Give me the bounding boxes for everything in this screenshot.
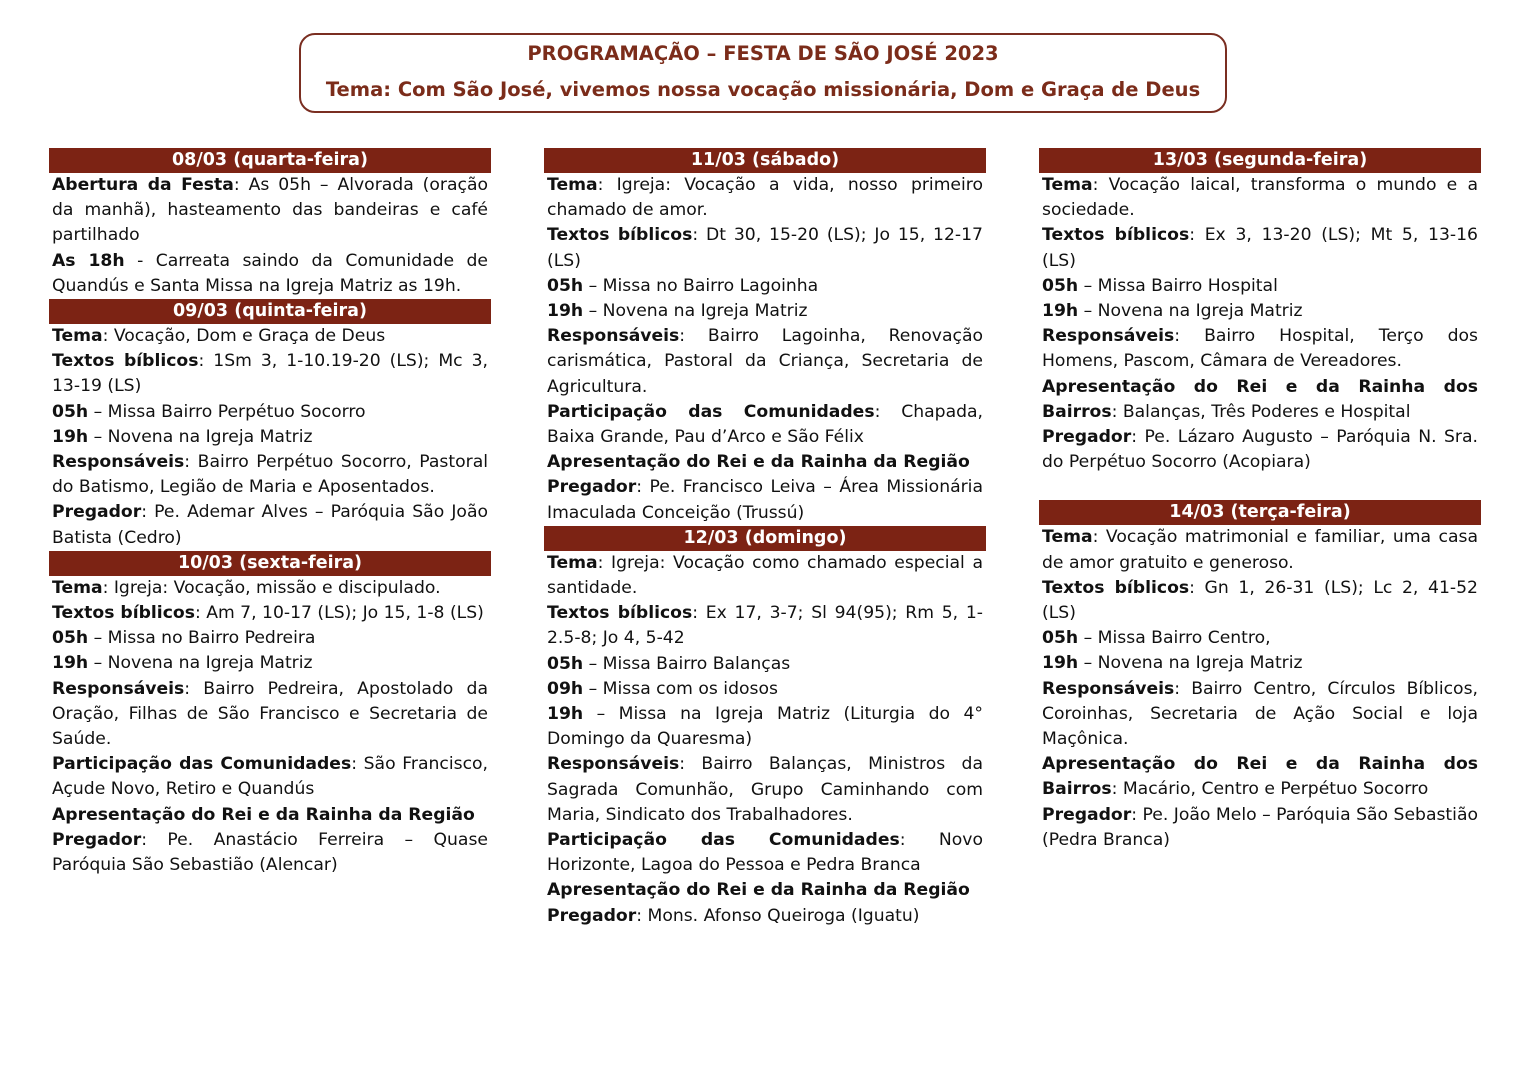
day-header: 11/03 (sábado)	[544, 148, 986, 173]
entry-label: Textos bíblicos	[547, 225, 693, 246]
bible-texts-entry	[1039, 576, 1481, 626]
entry-text: : Bairro Balanças, Ministros da Sagrada Comunhão, Grupo Caminhando com Maria, Sindicato dos Trabalhadores.	[547, 754, 983, 825]
entry-label: Participação das Comunidades	[547, 401, 875, 422]
entry-label: 19h	[52, 653, 89, 674]
responsible-entry	[544, 324, 986, 400]
entry-text: – Novena na Igreja Matriz	[1078, 653, 1303, 674]
schedule-19h-entry	[1039, 651, 1481, 676]
entry-label: 19h	[547, 301, 584, 322]
schedule-19h-entry	[544, 299, 986, 324]
day-header: 14/03 (terça-feira)	[1039, 500, 1481, 525]
bible-texts-entry	[49, 349, 491, 399]
entry-text: : Pe. João Melo – Paróquia São Sebastião (Pedra Branca)	[1042, 804, 1478, 850]
entry-label: Participação das Comunidades	[547, 830, 900, 851]
entry-label: 19h	[1042, 301, 1079, 322]
preacher-entry	[1039, 425, 1481, 475]
preacher-entry	[49, 828, 491, 878]
communities-entry	[49, 752, 491, 802]
entry-label: Responsáveis	[547, 326, 680, 347]
schedule-05h-entry	[1039, 274, 1481, 299]
entry-label: Responsáveis	[1042, 678, 1175, 699]
presentation-entry: Apresentação do Rei e da Rainha da Região	[52, 804, 475, 825]
presentation-entry	[1039, 752, 1481, 802]
schedule-05h-entry	[49, 400, 491, 425]
entry-label: Textos bíblicos	[52, 603, 195, 624]
responsible-entry	[1039, 677, 1481, 753]
entry-label: Textos bíblicos	[547, 603, 693, 624]
communities-entry	[544, 828, 986, 878]
entry-text: : Balanças, Três Poderes e Hospital	[1111, 401, 1411, 422]
entry-label: Textos bíblicos	[1042, 577, 1190, 598]
entry-text: : Pe. Francisco Leiva – Área Missionária Imaculada Conceição (Trussú)	[547, 477, 983, 523]
entry-text: : Dt 30, 15-20 (LS); Jo 15, 12-17 (LS)	[547, 225, 983, 271]
entry-label: Tema	[1042, 175, 1093, 195]
entry-label: 05h	[1042, 275, 1079, 296]
entry-text: : Macário, Centro e Perpétuo Socorro	[1111, 779, 1429, 800]
entry-text: : Bairro Pedreira, Apostolado da Oração, Filhas de São Francisco e Secretaria de Saúde.	[52, 678, 488, 750]
entry-text: : Igreja: Vocação a vida, nosso primeiro chamado de amor.	[547, 175, 983, 221]
entry-text: – Missa no Bairro Lagoinha	[583, 275, 819, 296]
page-title: PROGRAMAÇÃO – FESTA DE SÃO JOSÉ 2023	[527, 42, 999, 65]
entry-text: – Novena na Igreja Matriz	[1078, 301, 1303, 322]
entry-label: Textos bíblicos	[52, 351, 199, 372]
entry-text: – Missa na Igreja Matriz (Liturgia do 4° Domingo da Quaresma)	[547, 704, 983, 750]
entry-text: – Novena na Igreja Matriz	[88, 653, 313, 674]
entry-text: : Vocação laical, transforma o mundo e a sociedade.	[1042, 175, 1478, 221]
entry-label: 19h	[1042, 653, 1079, 674]
entry-label: 05h	[547, 653, 584, 674]
entry-text: : Gn 1, 26-31 (LS); Lc 2, 41-52 (LS)	[1042, 577, 1478, 624]
schedule-05h-entry	[1039, 626, 1481, 651]
entry-label: Tema	[52, 326, 103, 347]
festival-theme: Tema: Com São José, vivemos nossa vocação missionária, Dom e Graça de Deus	[325, 78, 1201, 101]
entry-label: Responsáveis	[547, 754, 680, 775]
entry-label: Pregador	[52, 502, 142, 523]
presentation-entry: Apresentação do Rei e da Rainha da Região	[547, 452, 970, 473]
entry-text: : Ex 3, 13-20 (LS); Mt 5, 13-16 (LS)	[1042, 225, 1478, 271]
entry-text: : Ex 17, 3-7; Sl 94(95); Rm 5, 1-2.5-8; Jo 4, 5-42	[547, 603, 984, 649]
entry-label: Pregador	[547, 477, 637, 498]
theme-entry	[49, 576, 491, 601]
day-header: 08/03 (quarta-feira)	[49, 148, 491, 173]
entry-label: 05h	[547, 275, 584, 296]
entry-text: - Carreata saindo da Comunidade de Quandús e Santa Missa na Igreja Matriz as 19h.	[52, 250, 489, 296]
preacher-entry	[1039, 803, 1481, 853]
theme-entry	[49, 324, 491, 349]
entry-text: : Chapada, Baixa Grande, Pau d’Arco e São Félix	[547, 401, 984, 448]
entry-label: Textos bíblicos	[1042, 225, 1190, 246]
schedule-19h-entry	[49, 425, 491, 450]
schedule-19h-entry	[544, 702, 986, 752]
entry-label: Pregador	[1042, 804, 1132, 825]
entry-text: : Igreja: Vocação, missão e discipulado.	[102, 577, 441, 598]
entry-text: – Missa com os idosos	[583, 678, 778, 699]
entry-label: Pregador	[547, 905, 637, 926]
entry-text: : Novo Horizonte, Lagoa do Pessoa e Pedra Branca	[547, 830, 983, 876]
day-header: 13/03 (segunda-feira)	[1039, 148, 1481, 173]
entry-text: : Pe. Lázaro Augusto – Paróquia N. Sra. do Perpétuo Socorro (Acopiara)	[1042, 427, 1478, 473]
entry-label: Tema	[547, 552, 598, 573]
preacher-entry	[49, 500, 491, 550]
day-block-08-03	[49, 148, 491, 299]
entry-label: 05h	[1042, 628, 1079, 649]
entry-text: : São Francisco, Açude Novo, Retiro e Quandús	[52, 754, 488, 800]
entry-text: : Igreja: Vocação como chamado especial a santidade.	[547, 552, 983, 599]
entry-label: Responsáveis	[1042, 326, 1175, 347]
preacher-entry	[544, 475, 986, 525]
bible-texts-entry	[544, 601, 986, 651]
opening-entry	[49, 173, 491, 249]
theme-entry	[1039, 173, 1481, 223]
entry-label: Tema	[52, 577, 103, 598]
presentation-entry	[1039, 375, 1481, 425]
preacher-entry	[544, 904, 986, 929]
entry-text: – Missa Bairro Perpétuo Socorro	[88, 401, 366, 422]
day-block-09-03	[49, 299, 491, 551]
entry-label: Responsáveis	[52, 452, 185, 473]
entry-label: Tema	[547, 175, 598, 195]
responsible-entry	[1039, 324, 1481, 374]
theme-entry	[544, 173, 986, 223]
responsible-entry	[544, 752, 986, 828]
entry-text: – Missa Bairro Centro,	[1078, 628, 1271, 649]
day-header: 09/03 (quinta-feira)	[49, 299, 491, 324]
schedule-05h-entry	[544, 274, 986, 299]
entry-label: Abertura da Festa	[52, 175, 234, 195]
entry-label: As 18h	[52, 250, 125, 271]
entry-text: : Bairro Lagoinha, Renovação carismática, Pastoral da Criança, Secretaria de Agricultura.	[547, 326, 983, 397]
entry-label: 05h	[52, 628, 89, 649]
theme-entry	[544, 551, 986, 601]
entry-text: – Missa Bairro Hospital	[1078, 275, 1278, 296]
day-header: 12/03 (domingo)	[544, 526, 986, 551]
presentation-entry: Apresentação do Rei e da Rainha da Região	[547, 880, 970, 901]
entry-text: : Mons. Afonso Queiroga (Iguatu)	[636, 905, 920, 926]
schedule-05h-entry	[49, 626, 491, 651]
entry-text: : As 05h – Alvorada (oração da manhã), hasteamento das bandeiras e café partilhado	[52, 175, 488, 246]
entry-label: Apresentação do Rei e da Rainha dos Bairros	[1042, 376, 1478, 422]
entry-text: – Novena na Igreja Matriz	[88, 426, 313, 447]
entry-label: Apresentação do Rei e da Rainha dos Bairros	[1042, 754, 1478, 800]
program-header	[299, 33, 1227, 113]
motorcade-entry	[49, 249, 491, 299]
entry-text: : Am 7, 10-17 (LS); Jo 15, 1-8 (LS)	[194, 603, 484, 624]
entry-label: Tema	[1042, 527, 1093, 548]
schedule-19h-entry	[49, 651, 491, 676]
responsible-entry	[49, 677, 491, 753]
schedule-05h-entry	[544, 652, 986, 677]
entry-text: : Pe. Ademar Alves – Paróquia São João Batista (Cedro)	[52, 502, 488, 548]
responsible-entry	[49, 450, 491, 500]
bible-texts-entry	[544, 223, 986, 273]
day-header: 10/03 (sexta-feira)	[49, 551, 491, 576]
entry-label: Responsáveis	[52, 678, 185, 699]
entry-label: Pregador	[1042, 427, 1132, 448]
schedule-column-2	[544, 148, 986, 929]
day-block-13-03	[1039, 148, 1481, 475]
bible-texts-entry	[1039, 223, 1481, 273]
entry-text: : Bairro Hospital, Terço dos Homens, Pascom, Câmara de Vereadores.	[1042, 326, 1478, 372]
entry-text: : Bairro Centro, Círculos Bíblicos, Coroinhas, Secretaria de Ação Social e loja Maçônica.	[1042, 678, 1478, 750]
communities-entry	[544, 400, 986, 450]
entry-text: : Pe. Anastácio Ferreira – Quase Paróquia São Sebastião (Alencar)	[52, 829, 488, 876]
entry-text: – Missa Bairro Balanças	[583, 653, 791, 674]
entry-text: : Vocação matrimonial e familiar, uma casa de amor gratuito e generoso.	[1042, 527, 1478, 573]
entry-label: 09h	[547, 678, 584, 699]
schedule-column-1	[49, 148, 491, 878]
schedule-09h-entry	[544, 677, 986, 702]
schedule-column-3	[1039, 148, 1481, 853]
theme-entry	[1039, 525, 1481, 575]
entry-text: : 1Sm 3, 1-10.19-20 (LS); Mc 3, 13-19 (LS)	[52, 351, 488, 397]
entry-label: 05h	[52, 401, 89, 422]
entry-label: 19h	[52, 426, 89, 447]
day-block-10-03	[49, 551, 491, 878]
day-block-11-03	[544, 148, 986, 526]
entry-label: Participação das Comunidades	[52, 754, 352, 775]
entry-text: – Novena na Igreja Matriz	[583, 301, 808, 322]
entry-text: : Bairro Perpétuo Socorro, Pastoral do Batismo, Legião de Maria e Aposentados.	[52, 452, 488, 498]
entry-label: 19h	[547, 704, 584, 725]
entry-text: : Vocação, Dom e Graça de Deus	[102, 326, 386, 347]
entry-label: Pregador	[52, 829, 142, 850]
bible-texts-entry	[49, 601, 491, 626]
day-block-14-03	[1039, 500, 1481, 853]
entry-text: – Missa no Bairro Pedreira	[88, 628, 316, 649]
schedule-19h-entry	[1039, 299, 1481, 324]
day-block-12-03	[544, 526, 986, 929]
